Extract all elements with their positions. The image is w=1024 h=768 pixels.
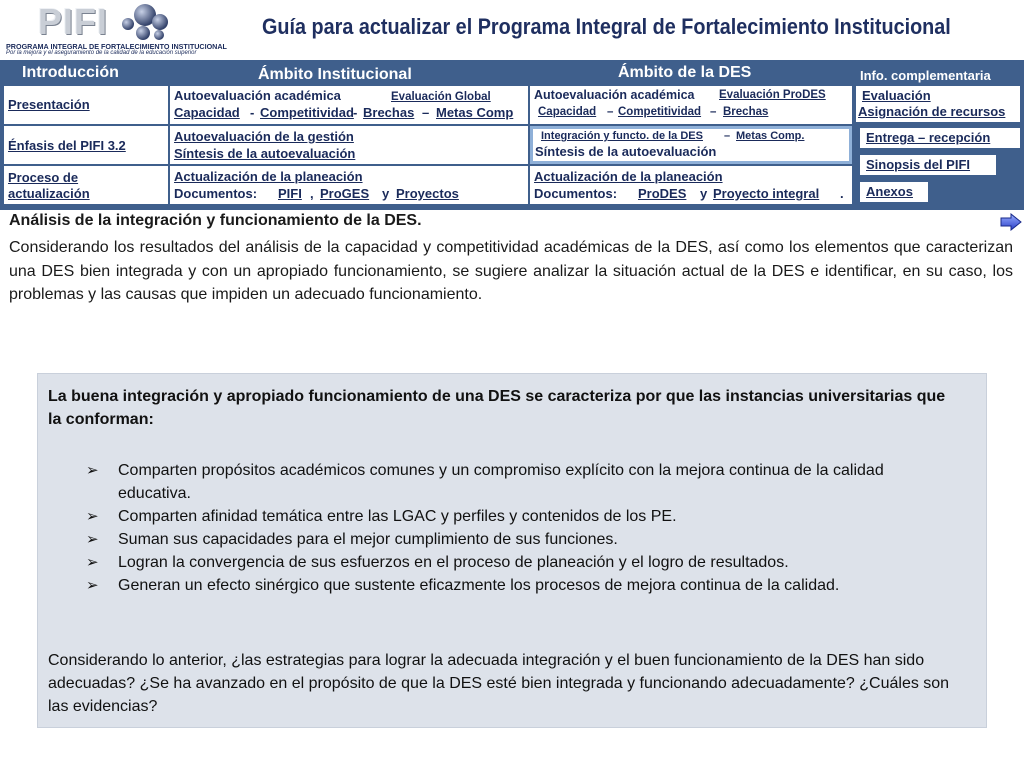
link-integracion[interactable]: Integración y functo. de la DES — [541, 130, 703, 142]
link-presentacion[interactable]: Presentación — [8, 97, 90, 112]
inst-autoeval-label: Autoevaluación académica — [174, 88, 341, 103]
intro-cell-1 — [4, 86, 168, 124]
link-entrega-recepcion[interactable]: Entrega – recepción — [866, 130, 991, 145]
navigation-panel — [0, 60, 1024, 210]
header-ambito-institucional[interactable]: Ámbito Institucional — [258, 66, 412, 83]
pifi-logo — [4, 1, 227, 58]
sep-endash-1: – — [422, 105, 430, 120]
list-item — [86, 505, 956, 528]
inst-cell-3 — [170, 166, 528, 204]
characteristics-box — [37, 373, 987, 728]
arrow-bullet-icon: ➢ — [86, 554, 99, 571]
characteristics-list — [86, 459, 956, 597]
des-cell-1 — [530, 86, 852, 124]
des-documentos-label: Documentos: — [534, 186, 618, 201]
link-anexos[interactable]: Anexos — [866, 184, 913, 199]
sep-y-1: y — [382, 186, 390, 201]
list-item-text: Generan un efecto sinérgico que sustente eficazmente los procesos de mejora continua de la calidad. — [118, 577, 840, 594]
info-cell-2 — [860, 128, 1020, 148]
sep-endash-2: – — [607, 106, 614, 118]
list-item — [86, 528, 956, 551]
intro-cell-3 — [4, 166, 168, 204]
info-cell-3 — [860, 155, 996, 175]
des-cell-3 — [530, 166, 852, 204]
list-item — [86, 459, 956, 505]
link-sinopsis[interactable]: Sinopsis del PIFI — [866, 157, 971, 172]
box-intro: La buena integración y apropiado funcionamiento de una DES se caracteriza por que las instancias universitarias que la conforman: — [48, 388, 946, 428]
sep-dash-2: - — [353, 105, 358, 120]
link-asignacion-recursos[interactable]: Asignación de recursos — [858, 104, 1006, 119]
link-inst-competitividad[interactable]: Competitividad — [260, 105, 354, 120]
des-cell-2-active — [530, 126, 852, 164]
next-arrow-icon[interactable] — [1000, 213, 1022, 231]
sep-period: . — [840, 186, 844, 201]
analysis-section — [0, 210, 1024, 310]
sep-endash-4: – — [724, 130, 731, 142]
info-cell-4 — [860, 182, 928, 202]
link-proyectos[interactable]: Proyectos — [396, 186, 459, 201]
link-inst-actualizacion[interactable]: Actualización de la planeación — [174, 169, 363, 184]
logo-tagline: Por la mejora y el aseguramiento de la calidad de la educación superior — [6, 50, 197, 56]
info-cell-1 — [856, 86, 1020, 122]
link-inst-sintesis[interactable]: Síntesis de la autoevaluación — [174, 146, 356, 161]
link-pifi[interactable]: PIFI — [278, 186, 302, 201]
sep-comma: , — [310, 186, 314, 201]
logo-subtitle: PROGRAMA INTEGRAL DE FORTALECIMIENTO INSTITUCIONAL — [6, 42, 227, 51]
link-des-brechas[interactable]: Brechas — [723, 106, 769, 118]
list-item-text: Logran la convergencia de sus esfuerzos en el proceso de planeación y el logro de resultados. — [118, 554, 789, 571]
page-title: Guía para actualizar el Programa Integral de Fortalecimiento Institucional — [262, 14, 951, 39]
link-des-metas[interactable]: Metas Comp. — [736, 130, 805, 142]
header-introduccion[interactable]: Introducción — [22, 64, 119, 81]
header-info-complementaria[interactable]: Info. complementaria — [860, 68, 991, 83]
sep-dash-1: - — [250, 105, 255, 120]
link-inst-brechas[interactable]: Brechas — [363, 105, 415, 120]
list-item-text: Comparten propósitos académicos comunes y un compromiso explícito con la mejora continua de la calidad educativa. — [118, 462, 884, 502]
header-ambito-des[interactable]: Ámbito de la DES — [618, 64, 752, 81]
link-des-competitividad[interactable]: Competitividad — [618, 106, 702, 118]
des-autoeval-label: Autoevaluación académica — [534, 88, 695, 102]
analysis-title: Análisis de la integración y funcionamiento de la DES. — [9, 212, 422, 229]
header — [0, 0, 1024, 60]
link-evaluacion-prodes[interactable]: Evaluación ProDES — [719, 89, 826, 101]
arrow-bullet-icon: ➢ — [86, 531, 99, 548]
intro-cell-2 — [4, 126, 168, 164]
logo-word: PIFI — [38, 1, 109, 42]
sep-endash-3: – — [710, 106, 717, 118]
link-inst-metas[interactable]: Metas Comp — [436, 105, 514, 120]
link-des-capacidad[interactable]: Capacidad — [538, 106, 597, 118]
arrow-bullet-icon: ➢ — [86, 508, 99, 525]
link-inst-capacidad[interactable]: Capacidad — [174, 105, 240, 120]
inst-cell-1 — [170, 86, 528, 124]
list-item-text: Comparten afinidad temática entre las LGAC y perfiles y contenidos de los PE. — [118, 508, 677, 525]
link-proyecto-integral[interactable]: Proyecto integral — [713, 186, 820, 201]
des-sintesis-label: Síntesis de la autoevaluación — [535, 144, 717, 159]
inst-documentos-label: Documentos: — [174, 186, 258, 201]
inst-cell-2 — [170, 126, 528, 164]
link-evaluacion[interactable]: Evaluación — [862, 88, 931, 103]
link-autoeval-gestion[interactable]: Autoevaluación de la gestión — [174, 129, 354, 144]
link-proceso-1[interactable]: Proceso de — [8, 170, 79, 185]
link-des-actualizacion[interactable]: Actualización de la planeación — [534, 169, 723, 184]
list-item — [86, 574, 956, 597]
link-proges[interactable]: ProGES — [320, 186, 370, 201]
arrow-bullet-icon: ➢ — [86, 577, 99, 594]
link-prodes[interactable]: ProDES — [638, 186, 687, 201]
analysis-body: Considerando los resultados del análisis de la capacidad y competitividad académicas de la DES, así como los elementos que caracterizan una DES bien integrada y con un apropiado funcionamiento, se sugiere analizar la situación actual de la DES e identificar, en su caso, los problemas y las causas que impiden un adecuado funcionamiento. — [9, 239, 1013, 303]
sep-y-2: y — [700, 186, 708, 201]
list-item-text: Suman sus capacidades para el mejor cumplimiento de sus funciones. — [118, 531, 618, 548]
logo-spheres-icon — [122, 4, 168, 42]
link-enfasis[interactable]: Énfasis del PIFI 3.2 — [8, 138, 126, 153]
arrow-bullet-icon: ➢ — [86, 462, 99, 479]
box-closing-questions: Considerando lo anterior, ¿las estrategias para lograr la adecuada integración y el buen funcionamiento de la DES han sido adecuadas? ¿Se ha avanzado en el propósito de que la DES esté bien integrada y funcionando adecuadamente? ¿Cuáles son las evidencias? — [48, 652, 950, 715]
link-evaluacion-global[interactable]: Evaluación Global — [391, 91, 491, 103]
link-proceso-2[interactable]: actualización — [8, 186, 90, 201]
list-item — [86, 551, 956, 574]
